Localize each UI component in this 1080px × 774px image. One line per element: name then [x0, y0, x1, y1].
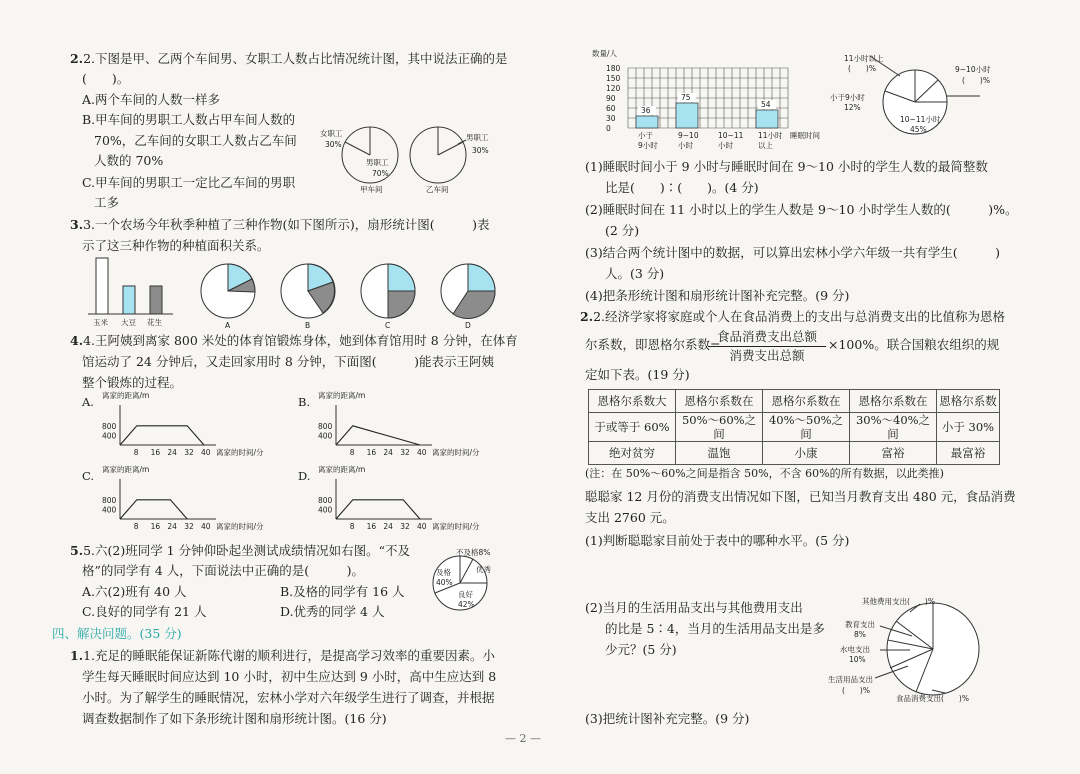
- q4-stem-line1: 4.4.王阿姨到离家 800 米处的体育馆锻炼身体，她到体育馆用时 8 分钟，在体育: [70, 333, 518, 348]
- q5-option-d: D.优秀的同学 4 人: [280, 604, 385, 619]
- q4-xtick: 32: [184, 522, 194, 531]
- q2-stem-line2: ( )。: [82, 71, 130, 86]
- q5-bujige-label: 不及格8%: [456, 548, 491, 557]
- spending-utility-label: 水电支出: [840, 645, 870, 654]
- engel-denominator: 消费支出总额: [729, 348, 805, 363]
- q4-xtick: 8: [133, 448, 139, 457]
- q2-yi-male-pct: 30%: [472, 146, 489, 155]
- q4-ylabel: 离家的距离/m: [102, 465, 150, 474]
- table-note: (注：在 50%～60%之间是指含 50%，不含 60%的所有数据，以此类推): [585, 467, 944, 480]
- bar-ytick: 90: [606, 94, 616, 103]
- q4-xtick: 32: [184, 448, 194, 457]
- q4-ytick: 800: [102, 422, 117, 431]
- p1-q2-line1: (2)睡眠时间在 11 小时以上的学生人数是 9～10 小时学生人数的( )%。: [585, 202, 1018, 217]
- bar: [636, 116, 658, 128]
- q4-xtick: 40: [201, 448, 211, 457]
- q3-pie-c: [361, 264, 415, 330]
- p1-stem-line4: 调查数据制作了如下条形统计图和扇形统计图。(16 分): [82, 711, 387, 726]
- p2-q2-line3: 少元？(5 分): [605, 642, 677, 657]
- p2-stem-line4: 聪聪家 12 月份的消费支出情况如下图，已知当月教育支出 480 元，食品消费: [585, 489, 1016, 504]
- table-cell: 小于 30%: [937, 413, 1000, 442]
- q4-ylabel: 离家的距离/m: [318, 391, 366, 400]
- spending-utility-pct: 10%: [849, 655, 866, 664]
- q2-option-a: A.两个车间的人数一样多: [82, 92, 221, 107]
- crop-label-peanut: 花生: [147, 318, 162, 327]
- bar-value-label: 36: [641, 106, 651, 115]
- q5-lianghao-label: 良好: [458, 590, 473, 599]
- sleep-pie-under9-pct: 12%: [844, 103, 861, 112]
- spending-daily-label: 生活用品支出: [828, 675, 873, 684]
- q5-stem-line1: 5.5.六(2)班同学 1 分钟仰卧起坐测试成绩情况如右图。“不及: [70, 543, 410, 558]
- bar-xtick: 9~10: [678, 131, 699, 140]
- spending-other-label: 其他费用支出( )%: [862, 597, 935, 606]
- table-cell: 恩格尔系数在: [676, 390, 763, 413]
- q4-xtick: 24: [167, 448, 177, 457]
- q4-xtick: 24: [167, 522, 177, 531]
- bar-soybean: [123, 286, 135, 314]
- table-cell: 恩格尔系数在: [763, 390, 850, 413]
- table-cell: 小康: [763, 442, 850, 465]
- page-number: — 2 —: [505, 732, 541, 745]
- q4-ytick: 800: [318, 422, 333, 431]
- q4-ylabel: 离家的距离/m: [318, 465, 366, 474]
- table-row: [589, 390, 1000, 413]
- bar-ylabel: 数量/人: [592, 49, 618, 58]
- spending-daily-pct: ( )%: [842, 686, 870, 695]
- bar-xtick: 以上: [758, 141, 773, 150]
- p2-q3: (3)把统计图补充完整。(9 分): [585, 711, 750, 726]
- q4-graph-d-letter: D.: [298, 469, 311, 483]
- q4-distance-line: [336, 426, 420, 445]
- bar-xtick: 11小时: [758, 131, 783, 140]
- q3-pie-d: [441, 264, 495, 330]
- sleep-pie-10to11-pct: 45%: [910, 125, 927, 134]
- q5-lianghao-pct: 42%: [458, 600, 475, 609]
- q4-xlabel: 离家的时间/分: [216, 448, 264, 457]
- p2-stem-line3: 定如下表。(19 分): [585, 367, 690, 382]
- table-cell: 40%～50%之间: [763, 413, 850, 442]
- q4-graph-a-letter: A.: [82, 395, 94, 409]
- bar-ytick: 30: [606, 114, 616, 123]
- section-4-title: 四、解决问题。(35 分): [52, 626, 182, 641]
- q4-ytick: 800: [318, 496, 333, 505]
- spending-food-label: 食品消费支出( )%: [896, 694, 969, 703]
- p1-q3-line2: 人。(3 分): [605, 266, 665, 281]
- sleep-pie-chart: [820, 50, 1010, 150]
- p2-stem-line1: 2.2.经济学家将家庭或个人在食品消费上的支出与总消费支出的比值称为恩格: [580, 309, 1005, 324]
- q4-xtick: 16: [366, 522, 377, 531]
- table-cell: 富裕: [850, 442, 937, 465]
- q4-ylabel: 离家的距离/m: [102, 391, 150, 400]
- table-cell: 温饱: [676, 442, 763, 465]
- q4-xtick: 40: [417, 448, 427, 457]
- table-cell: 恩格尔系数在: [850, 390, 937, 413]
- table-cell: 恩格尔系数大: [589, 390, 676, 413]
- p2-stem-line5: 支出 2760 元。: [585, 510, 675, 525]
- p2-stem-line2-post: ×100%。联合国粮农组织的规: [828, 337, 1000, 352]
- sleep-pie-9to10-pct: ( )%: [962, 76, 990, 85]
- p2-q2-line2: 的比是 5∶4，当月的生活用品支出是多: [605, 621, 825, 636]
- p1-q3-line1: (3)结合两个统计图中的数据，可以算出宏林小学六年级一共有学生( ): [585, 245, 1000, 260]
- q4-xtick: 24: [383, 448, 393, 457]
- spending-education-pct: 8%: [854, 630, 866, 639]
- bar-xtick: 10~11: [718, 131, 744, 140]
- sleep-pie-over11-pct: ( )%: [848, 64, 876, 73]
- p1-q4: (4)把条形统计图和扇形统计图补充完整。(9 分): [585, 288, 850, 303]
- sleep-pie-10to11-label: 10~11小时: [900, 115, 941, 124]
- q4-graph-b-letter: B.: [298, 395, 311, 409]
- table-cell: 最富裕: [937, 442, 1000, 465]
- q4-xtick: 32: [400, 448, 410, 457]
- q3-pie-c-label: C: [385, 321, 391, 330]
- bar-ytick: 120: [606, 84, 621, 93]
- q2-pie-yi: [400, 120, 510, 200]
- q2-option-c-line1: C.甲车间的男职工一定比乙车间的男职: [82, 175, 296, 190]
- q5-pie: [420, 543, 510, 623]
- q4-xtick: 8: [133, 522, 139, 531]
- table-cell: 30%～40%之间: [850, 413, 937, 442]
- bar-ytick: 180: [606, 64, 621, 73]
- q2-option-b-line1: B.甲车间的男职工人数占甲车间人数的: [82, 112, 296, 127]
- sleep-pie-under9-label: 小于9小时: [830, 93, 865, 102]
- q4-xtick: 8: [349, 448, 355, 457]
- p1-stem-line2: 学生每天睡眠时间应达到 10 小时，初中生应达到 9 小时，高中生应达到 8: [82, 669, 497, 684]
- table-row: [589, 413, 1000, 442]
- sleep-pie-over11-label: 11小时以上: [844, 54, 884, 63]
- q4-ytick: 400: [102, 431, 117, 441]
- q2-jia-male-label: 男职工: [366, 158, 389, 167]
- q4-xlabel: 离家的时间/分: [432, 522, 480, 531]
- q4-xtick: 16: [150, 448, 161, 457]
- q3-stem-line2: 示了这三种作物的种植面积关系。: [82, 238, 270, 253]
- q3-pie-a-label: A: [225, 321, 231, 330]
- q4-distance-line: [336, 500, 420, 519]
- bar-ytick: 0: [606, 124, 611, 133]
- p1-stem-line1: 1.1.充足的睡眠能保证新陈代谢的顺利进行，是提高学习效率的重要因素。小: [70, 648, 495, 663]
- q4-distance-line: [120, 426, 204, 445]
- bar-xunit: 睡眠时间: [790, 131, 820, 140]
- table-row: [589, 442, 1000, 465]
- q4-distance-line: [120, 500, 187, 519]
- q4-xtick: 8: [349, 522, 355, 531]
- sleep-bar-chart: [590, 48, 830, 153]
- p2-q1: (1)判断聪聪家目前处于表中的哪种水平。(5 分): [585, 533, 850, 548]
- engel-numerator: 食品消费支出总额: [716, 329, 817, 344]
- q5-youxiu-label: 优秀: [476, 565, 491, 574]
- q2-option-b-line2: 70%，乙车间的女职工人数占乙车间: [94, 133, 297, 148]
- q2-jia-caption: 甲车间: [360, 185, 383, 194]
- table-cell: 恩格尔系数: [937, 390, 1000, 413]
- q3-pie-b-label: B: [305, 321, 311, 330]
- q4-ytick: 400: [318, 505, 333, 515]
- p1-q2-line2: (2 分): [605, 223, 640, 238]
- engel-formula-fraction: [708, 329, 826, 364]
- bar-corn: [96, 258, 108, 314]
- q4-stem-line3: 整个锻炼的过程。: [82, 375, 183, 390]
- q2-option-c-line2: 工多: [94, 195, 120, 210]
- sleep-pie-9to10-label: 9~10小时: [955, 65, 991, 74]
- q4-xtick: 40: [417, 522, 427, 531]
- table-cell: 于或等于 60%: [589, 413, 676, 442]
- q2-jia-female-pct: 30%: [325, 140, 342, 149]
- bar-xtick: 小时: [718, 141, 733, 150]
- q2-option-b-line3: 人数的 70%: [94, 153, 164, 168]
- p2-stem-line2-pre: 尔系数，即恩格尔系数=: [585, 337, 721, 352]
- q4-xtick: 40: [201, 522, 211, 531]
- q4-xtick: 16: [366, 448, 377, 457]
- table-cell: 50%～60%之间: [676, 413, 763, 442]
- bar-peanut: [150, 286, 162, 314]
- q5-stem-line2: 格”的同学有 4 人，下面说法中正确的是( )。: [82, 563, 365, 578]
- bar: [756, 110, 778, 128]
- bar-ytick: 150: [606, 74, 621, 83]
- q4-stem-line2: 馆运动了 24 分钟后，又走回家用时 8 分钟，下面图( )能表示王阿姨: [82, 354, 495, 369]
- bar: [676, 103, 698, 128]
- q4-xtick: 32: [400, 522, 410, 531]
- q4-xtick: 24: [383, 522, 393, 531]
- q4-ytick: 400: [318, 431, 333, 441]
- q4-xlabel: 离家的时间/分: [432, 448, 480, 457]
- q2-stem-line1: 2.2.下图是甲、乙两个车间男、女职工人数占比情况统计图，其中说法正确的是: [70, 51, 508, 66]
- q2-jia-male-pct: 70%: [372, 169, 389, 178]
- p1-q1-line2: 比是( )∶( )。(4 分): [605, 180, 759, 195]
- q3-stem-line1: 3.3.一个农场今年秋季种植了三种作物(如下图所示)，扇形统计图( )表: [70, 217, 490, 232]
- q4-graph-c-letter: C.: [82, 469, 95, 483]
- q5-jige-label: 及格: [436, 568, 451, 577]
- q5-jige-pct: 40%: [436, 578, 453, 587]
- bar-value-label: 75: [681, 93, 691, 102]
- q3-pie-b: [281, 264, 335, 330]
- table-cell: 绝对贫穷: [589, 442, 676, 465]
- bar-xtick: 9小时: [638, 141, 658, 150]
- q3-pie-options: [195, 258, 505, 333]
- q4-xlabel: 离家的时间/分: [216, 522, 264, 531]
- q5-option-a: A.六(2)班有 40 人: [82, 584, 187, 599]
- crop-label-corn: 玉米: [93, 318, 108, 327]
- bar-xtick: 小时: [678, 141, 693, 150]
- bar-ytick: 60: [606, 104, 616, 113]
- bar-value-label: 54: [761, 100, 771, 109]
- p1-q1-line1: (1)睡眠时间小于 9 小时与睡眠时间在 9～10 小时的学生人数的最简整数: [585, 159, 988, 174]
- q2-jia-female-label: 女职工: [320, 129, 343, 138]
- p1-stem-line3: 小时。为了解学生的睡眠情况，宏林小学对六年级学生进行了调查，并根据: [82, 690, 495, 705]
- engel-table: [588, 389, 1000, 465]
- q4-xtick: 16: [150, 522, 161, 531]
- p2-q2-line1: (2)当月的生活用品支出与其他费用支出: [585, 600, 803, 615]
- spending-pie-chart: [820, 590, 1010, 715]
- crop-label-soybean: 大豆: [121, 318, 136, 327]
- q2-yi-male-label: 男职工: [466, 133, 489, 142]
- q3-pie-a: [201, 264, 255, 330]
- q3-pie-d-label: D: [465, 321, 471, 330]
- q2-yi-caption: 乙车间: [426, 185, 449, 194]
- q4-ytick: 400: [102, 505, 117, 515]
- q4-ytick: 800: [102, 496, 117, 505]
- spending-education-label: 教育支出: [845, 620, 875, 629]
- q3-crop-bar-chart: [88, 256, 178, 331]
- q5-option-c: C.良好的同学有 21 人: [82, 604, 207, 619]
- bar-xtick: 小于: [638, 131, 653, 140]
- q5-option-b: B.及格的同学有 16 人: [280, 584, 405, 599]
